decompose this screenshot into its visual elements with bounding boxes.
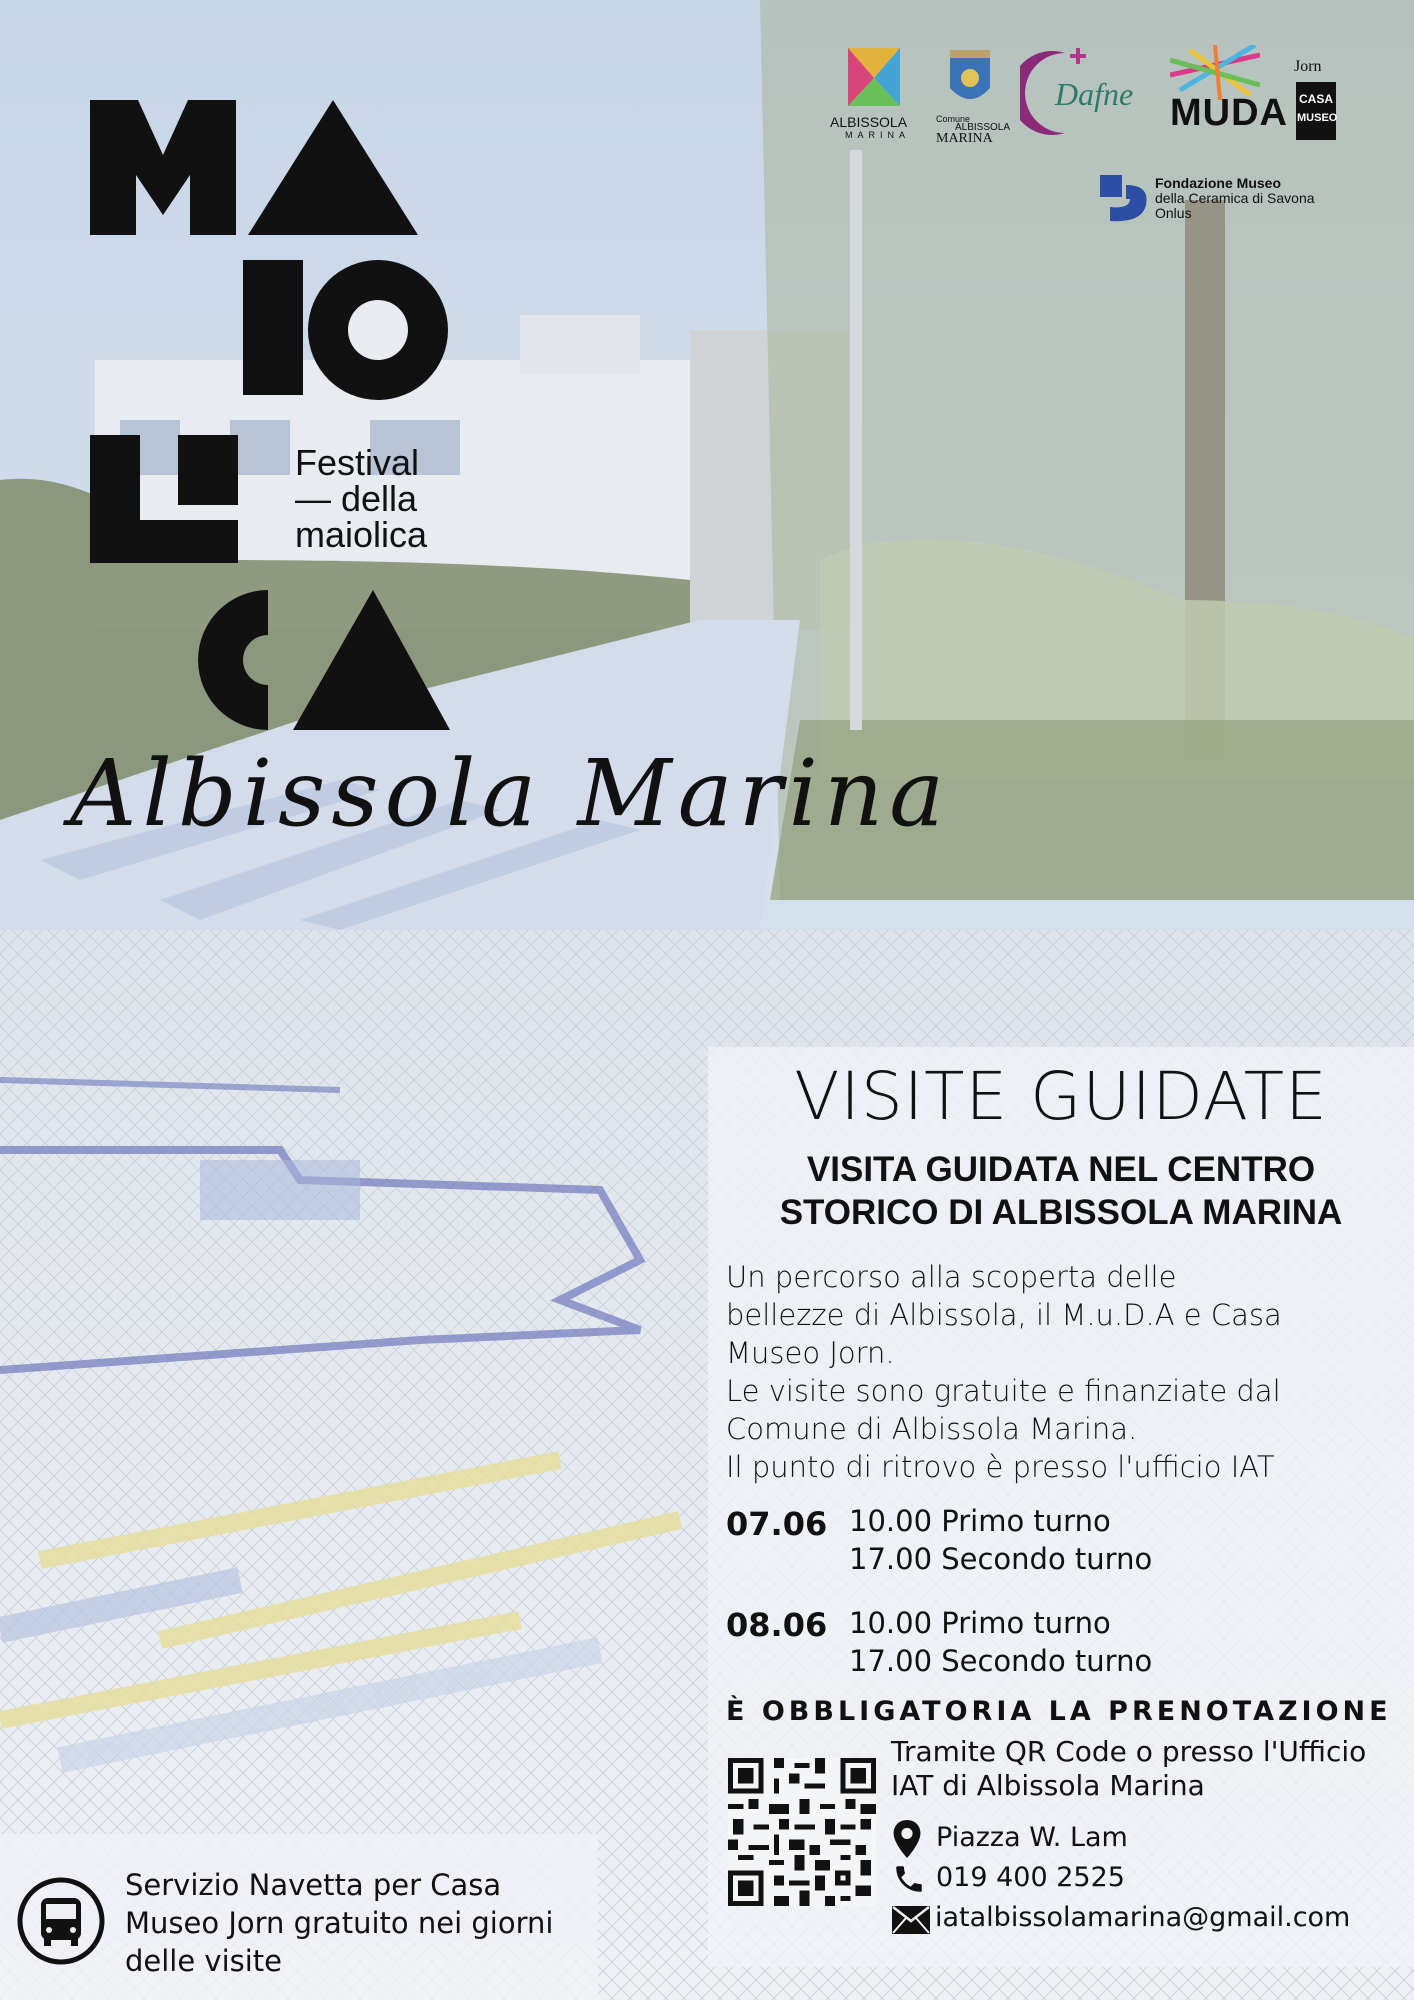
shuttle-text: Servizio Navetta per Casa Museo Jorn gratuito nei giorni delle visite	[125, 1868, 554, 1978]
comune-name-label: ALBISSOLA	[955, 122, 1011, 133]
schedule-slots: 10.00 Primo turno 17.00 Secondo turno	[849, 1606, 1153, 1678]
schedule-slots: 10.00 Primo turno 17.00 Secondo turno	[849, 1504, 1153, 1576]
dafne-label: Dafne	[1055, 76, 1134, 112]
albissola-logo-icon	[848, 48, 900, 106]
booking-notice: È OBBLIGATORIA LA PRENOTAZIONE	[726, 1696, 1392, 1727]
subtitle-line-1: VISITA GUIDATA NEL CENTRO	[806, 1150, 1316, 1189]
festival-line-1: Festival	[295, 442, 420, 483]
fondazione-label: Fondazione Museo della Ceramica di Savona Onlus	[1155, 175, 1315, 221]
casa-museo-icon	[1296, 82, 1336, 140]
festival-tagline	[295, 442, 428, 555]
jorn-label: Jorn	[1294, 58, 1322, 75]
bus-icon	[16, 1876, 106, 1966]
albissola-label: ALBISSOLA	[830, 114, 908, 130]
schedule-date: 08.06	[726, 1606, 828, 1644]
visit-subtitle	[708, 1148, 1414, 1234]
email-icon	[892, 1906, 930, 1934]
email-address[interactable]: iatalbissolamarina@gmail.com	[935, 1902, 1351, 1933]
booking-qr-code[interactable]	[728, 1758, 876, 1906]
location-pin-icon	[893, 1820, 921, 1858]
visit-description: Un percorso alla scoperta delle bellezze di Albissola, il M.u.D.A e Casa Museo Jorn. Le visite sono gratuite e finanziate dal Comune di Albissola Marina. Il punto di ritrovo è presso l'ufficio IAT	[726, 1260, 1282, 1484]
casa-label: CASA	[1299, 92, 1334, 106]
comune-marina-label: MARINA	[936, 131, 993, 146]
phone-number[interactable]: 019 400 2525	[936, 1862, 1125, 1893]
festival-line-3: maiolica	[295, 514, 428, 555]
address-text: Piazza W. Lam	[936, 1822, 1128, 1853]
museo-label: MUSEO	[1297, 112, 1338, 124]
phone-icon	[892, 1862, 926, 1896]
script-title: Albissola Marina	[70, 740, 951, 847]
albissola-marina-label: MARINA	[845, 130, 911, 140]
fondazione-logo-icon	[1100, 175, 1150, 223]
festival-line-2: — della	[295, 478, 418, 519]
page-title: VISITE GUIDATE	[794, 1058, 1328, 1135]
maiolica-logo	[88, 95, 458, 745]
comune-crest-icon	[945, 48, 995, 110]
subtitle-line-2: STORICO DI ALBISSOLA MARINA	[779, 1193, 1343, 1232]
muda-label: MUDA	[1170, 92, 1288, 134]
comune-label: Comune	[936, 114, 971, 124]
schedule-date: 07.06	[726, 1505, 828, 1543]
booking-instructions: Tramite QR Code o presso l'Ufficio IAT di Albissola Marina	[891, 1735, 1367, 1802]
